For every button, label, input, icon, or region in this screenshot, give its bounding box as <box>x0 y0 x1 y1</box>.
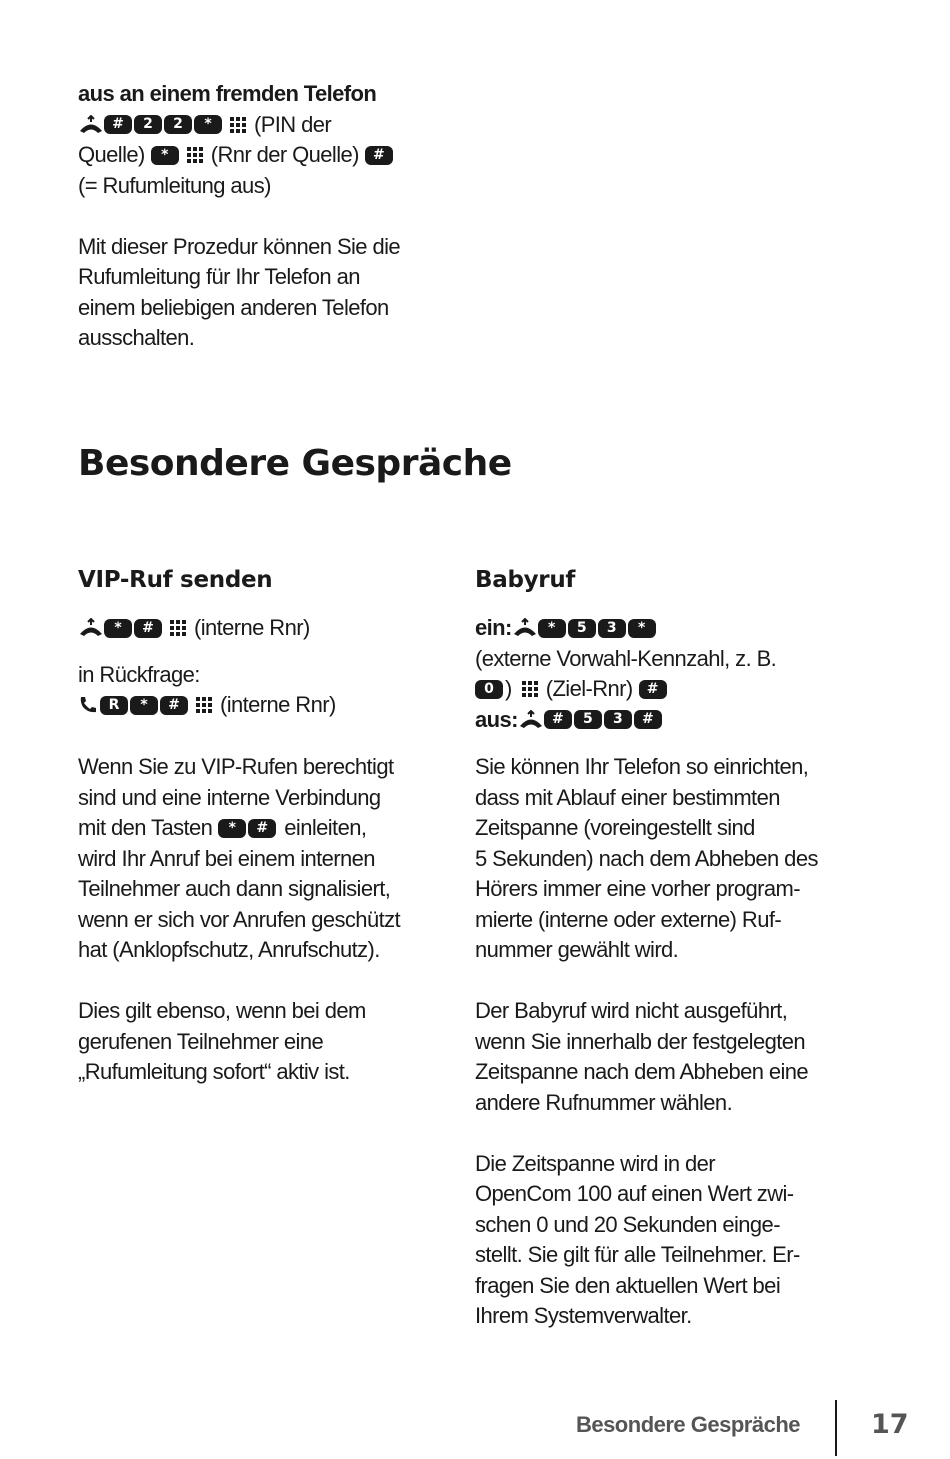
key-star: * <box>194 115 222 134</box>
baby-ein-label: ein: <box>475 615 512 640</box>
baby-title: Babyruf <box>475 567 576 593</box>
vip-para-line: wenn er sich vor Anrufen geschützt <box>78 906 401 932</box>
top-para-line: Mit dieser Prozedur können Sie die <box>78 233 401 259</box>
key-5: 5 <box>568 619 596 638</box>
key-2: 2 <box>134 115 162 134</box>
handset-icon <box>78 695 98 715</box>
top-para-line: einem beliebigen anderen Telefon <box>78 294 389 320</box>
top-para-line: Rufumleitung für Ihr Telefon an <box>78 264 360 289</box>
baby-para1-line: dass mit Ablauf einer bestimmten <box>475 784 780 810</box>
handset-lift-icon <box>518 710 544 730</box>
vip-para-line: Teilnehmer auch dann signalisiert, <box>78 876 391 901</box>
top-result: (= Rufumleitung aus) <box>78 172 271 198</box>
key-0: 0 <box>475 680 503 699</box>
key-star: * <box>130 696 158 715</box>
baby-para1-line: mierte (interne oder externe) Ruf- <box>475 906 782 932</box>
keypad-icon <box>228 115 248 135</box>
baby-para1-line: 5 Sekunden) nach dem Abheben des <box>475 845 818 871</box>
baby-para3-line: Ihrem Systemverwalter. <box>475 1303 692 1328</box>
rnr-quelle-text: (Rnr der Quelle) <box>210 142 359 167</box>
baby-para2-line: Der Babyruf wird nicht ausgeführt, <box>475 998 788 1023</box>
quelle-text: Quelle) <box>78 142 145 167</box>
handset-lift-icon <box>78 115 104 135</box>
pin-text: (PIN der <box>254 111 332 137</box>
key-star: * <box>218 819 246 838</box>
key-2: 2 <box>164 115 192 134</box>
key-hash: # <box>160 696 188 715</box>
footer-title: Besondere Gespräche <box>575 1412 800 1437</box>
vip-para-line: sind und eine interne Verbindung <box>78 784 381 810</box>
vip-line1-text: (interne Rnr) <box>194 615 310 640</box>
key-r: R <box>100 696 128 715</box>
baby-aus-label: aus: <box>475 706 518 732</box>
keypad-icon <box>185 145 205 165</box>
section-title: Besondere Gespräche <box>78 443 512 484</box>
vip-para1 <box>78 752 448 1088</box>
top-para-line: ausschalten. <box>78 325 195 350</box>
baby-para1-line: nummer gewählt wird. <box>475 937 679 962</box>
vip-title: VIP-Ruf senden <box>78 567 273 593</box>
key-star: * <box>104 619 132 638</box>
baby-para2-line: wenn Sie innerhalb der festgelegten <box>475 1028 806 1054</box>
baby-block <box>475 613 855 735</box>
vip-para-line: Wenn Sie zu VIP-Rufen berechtigt <box>78 754 394 779</box>
baby-para1-line: Hörers immer eine vorher program- <box>475 876 800 901</box>
key-hash: # <box>248 819 276 838</box>
baby-paren: ) <box>505 676 512 701</box>
key-hash: # <box>104 115 132 134</box>
key-hash: # <box>544 710 572 729</box>
footer-divider <box>835 1400 837 1456</box>
baby-paras <box>475 752 855 1332</box>
baby-para1-line: Sie können Ihr Telefon so einrichten, <box>475 754 809 779</box>
vip-code-line-1 <box>78 613 448 644</box>
baby-para3-line: schen 0 und 20 Sekunden einge- <box>475 1211 780 1237</box>
keypad-icon <box>520 679 540 699</box>
key-3: 3 <box>598 619 626 638</box>
baby-para2-line: Zeitspanne nach dem Abheben eine <box>475 1059 809 1084</box>
vip-para2-line: „Rufumleitung sofort“ aktiv ist. <box>78 1059 350 1084</box>
key-star: * <box>151 146 179 165</box>
top-heading: aus an einem fremden Telefon <box>78 81 377 106</box>
vip-para-line-keys <box>78 813 448 844</box>
baby-ext-text: (externe Vorwahl-Kennzahl, z. B. <box>475 645 777 671</box>
keypad-icon <box>168 618 188 638</box>
top-block <box>78 79 438 354</box>
baby-para3-line: fragen Sie den aktuellen Wert bei <box>475 1272 781 1298</box>
baby-para2-line: andere Rufnummer wählen. <box>475 1089 733 1115</box>
baby-ein-line <box>475 613 855 644</box>
key-hash: # <box>134 619 162 638</box>
key-5: 5 <box>574 710 602 729</box>
key-star: * <box>538 619 566 638</box>
top-code-line-2 <box>78 140 438 171</box>
vip-para-line: hat (Anklopfschutz, Anrufschutz). <box>78 937 380 962</box>
baby-para1-line: Zeitspanne (voreingestellt sind <box>475 815 755 840</box>
key-hash: # <box>365 146 393 165</box>
baby-para3-line: OpenCom 100 auf einen Wert zwi- <box>475 1181 794 1206</box>
page-number: 17 <box>871 1409 909 1440</box>
top-code-line-1 <box>78 110 438 141</box>
key-hash: # <box>639 680 667 699</box>
vip-block <box>78 613 448 721</box>
vip-tasten-text: mit den Tasten <box>78 815 213 840</box>
baby-para3-line: Die Zeitspanne wird in der <box>475 1150 715 1176</box>
handset-lift-icon <box>512 618 538 638</box>
vip-code-line-2 <box>78 690 448 721</box>
key-hash: # <box>634 710 662 729</box>
vip-line2-text: (interne Rnr) <box>220 692 336 717</box>
baby-para3-line: stellt. Sie gilt für alle Teilnehmer. Er- <box>475 1242 800 1267</box>
keypad-icon <box>194 695 214 715</box>
vip-einleiten-text: einleiten, <box>284 815 367 840</box>
baby-aus-line <box>475 705 855 736</box>
vip-para2-line: gerufenen Teilnehmer eine <box>78 1028 324 1054</box>
baby-ziel-line <box>475 674 855 705</box>
handset-lift-icon <box>78 618 104 638</box>
vip-rueckfrage: in Rückfrage: <box>78 661 200 687</box>
key-3: 3 <box>604 710 632 729</box>
vip-para2-line: Dies gilt ebenso, wenn bei dem <box>78 998 366 1023</box>
key-star: * <box>628 619 656 638</box>
vip-para-line: wird Ihr Anruf bei einem internen <box>78 845 375 871</box>
baby-ziel-text: (Ziel-Rnr) <box>545 676 633 701</box>
